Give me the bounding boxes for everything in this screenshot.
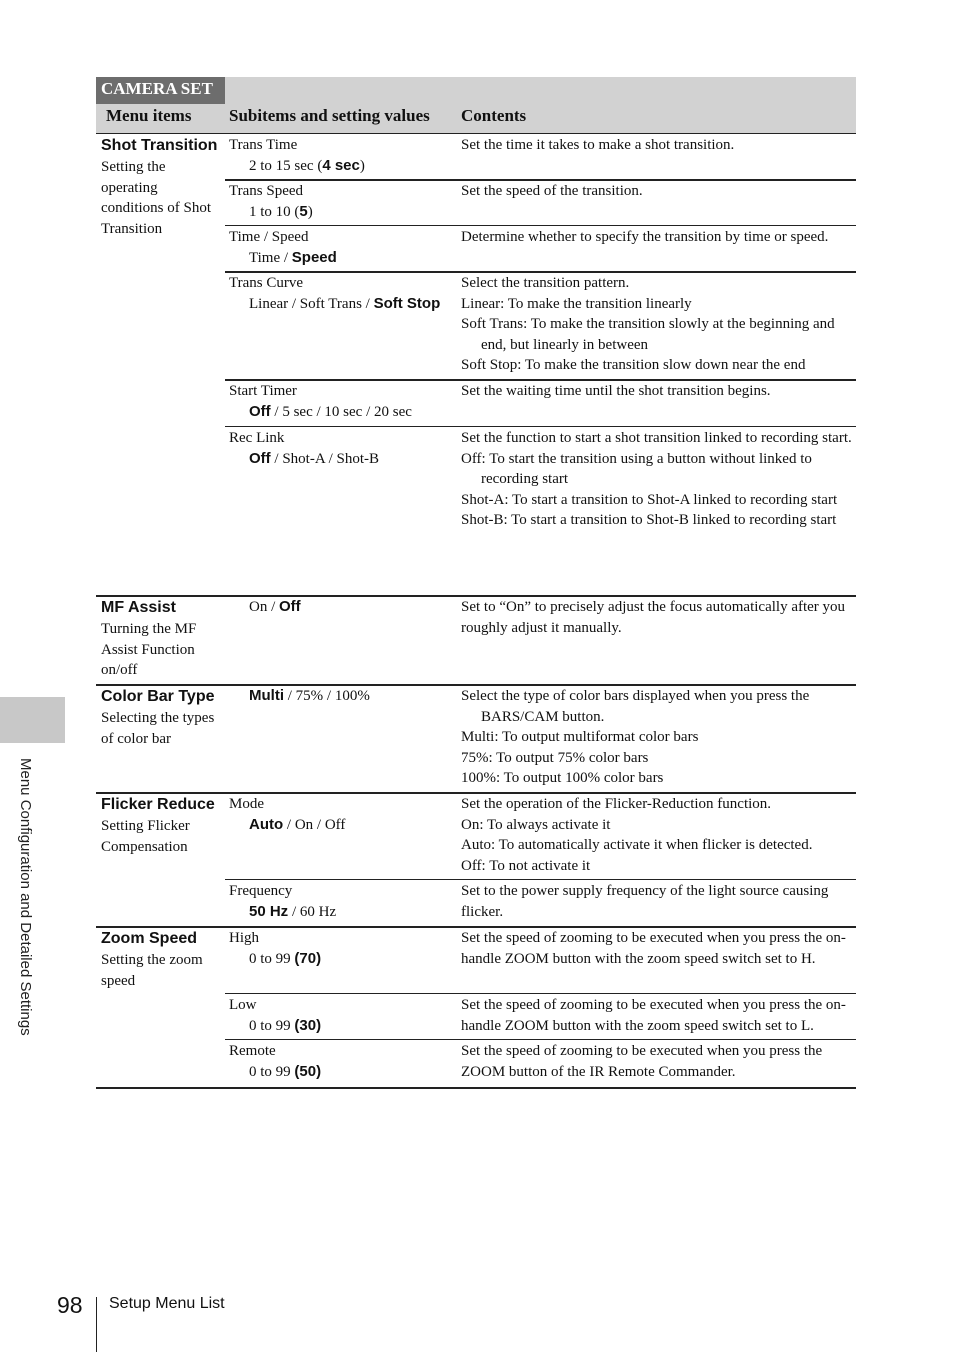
setting-value-text: Time / bbox=[249, 249, 292, 266]
row-divider bbox=[225, 879, 856, 880]
chapter-side-tab bbox=[0, 697, 65, 743]
menu-item-title: Flicker Reduce bbox=[101, 796, 215, 813]
contents-line: 75%: To output 75% color bars bbox=[461, 749, 649, 766]
setting-values bbox=[229, 402, 459, 423]
subitem-cell bbox=[229, 135, 459, 176]
setting-default-value: 50 Hz bbox=[249, 902, 289, 920]
subitem-name: Trans Speed bbox=[229, 183, 304, 199]
setting-values bbox=[229, 597, 459, 618]
subitem-cell bbox=[229, 928, 459, 969]
contents-line: Shot-A: To start a transition to Shot-A linked to recording start bbox=[461, 491, 838, 508]
contents-line: Set the speed of the transition. bbox=[461, 183, 643, 199]
setting-value-text: 0 to 99 bbox=[249, 1017, 295, 1034]
subitem-name: Trans Curve bbox=[229, 275, 304, 291]
contents-line: Shot-B: To start a transition to Shot-B linked to recording start bbox=[461, 512, 837, 529]
subitem-name: Trans Time bbox=[229, 137, 298, 153]
setting-value-text: / 75% / 100% bbox=[284, 688, 370, 704]
setting-default-value: Auto bbox=[249, 815, 284, 833]
column-header-menu-items: Menu items bbox=[106, 106, 192, 125]
menu-item-description: Setting the zoom speed bbox=[101, 952, 203, 989]
subitem-cell bbox=[229, 881, 459, 922]
contents-cell bbox=[461, 794, 856, 876]
setting-values bbox=[229, 1062, 459, 1083]
contents-cell bbox=[461, 273, 856, 376]
contents-cell bbox=[461, 881, 856, 922]
menu-item-title: MF Assist bbox=[101, 599, 176, 616]
setting-default-value: 5 bbox=[299, 202, 308, 220]
setting-value-text: / 5 sec / 10 sec / 20 sec bbox=[270, 403, 412, 420]
setting-values bbox=[229, 248, 459, 269]
subitem-cell bbox=[229, 794, 459, 835]
subitem-cell bbox=[229, 597, 459, 618]
contents-line: On: To always activate it bbox=[461, 816, 611, 833]
setting-value-text: Linear / Soft Trans / bbox=[249, 295, 374, 312]
setting-default-value: (30) bbox=[294, 1016, 322, 1034]
contents-line: Soft Stop: To make the transition slow down near the end bbox=[461, 357, 806, 374]
column-header-subitems: Subitems and setting values bbox=[229, 106, 430, 125]
setting-default-value: Multi bbox=[249, 687, 284, 704]
setting-value-text: On / bbox=[249, 599, 279, 615]
setting-value-text: 1 to 10 ( bbox=[249, 203, 300, 220]
contents-line: Auto: To automatically activate it when flicker is detected. bbox=[461, 837, 813, 854]
subitem-name: High bbox=[229, 930, 259, 946]
contents-line: Off: To start the transition using a button without linked to recording start bbox=[461, 450, 812, 488]
row-divider bbox=[225, 426, 856, 427]
contents-line: 100%: To output 100% color bars bbox=[461, 770, 664, 787]
contents-cell bbox=[461, 381, 856, 402]
setting-default-value: Off bbox=[249, 449, 271, 467]
setting-value-text: 2 to 15 sec ( bbox=[249, 157, 323, 174]
contents-line: Soft Trans: To make the transition slowly at the beginning and end, but linearly in between bbox=[461, 316, 835, 353]
setting-values bbox=[229, 902, 459, 923]
setting-values bbox=[229, 156, 459, 177]
menu-item-cell bbox=[101, 686, 223, 749]
subitem-cell bbox=[229, 428, 459, 469]
row-divider bbox=[225, 225, 856, 226]
contents-line: Set to “On” to precisely adjust the focus automatically after you roughly adjust it manually. bbox=[461, 599, 846, 636]
contents-line: Select the type of color bars displayed when you press the BARS/CAM button. bbox=[461, 688, 810, 725]
contents-cell bbox=[461, 1041, 856, 1082]
contents-cell bbox=[461, 181, 856, 202]
footer-title: Setup Menu List bbox=[109, 1295, 225, 1312]
setting-default-value: Speed bbox=[291, 248, 337, 266]
setting-values bbox=[229, 202, 459, 223]
setting-value-text: / On / Off bbox=[283, 816, 346, 833]
contents-line: Set the speed of zooming to be executed when you press the on-handle ZOOM button with the zoom speed switch set to H. bbox=[461, 930, 846, 967]
subitem-name: Frequency bbox=[229, 883, 293, 899]
subitem-name: Start Timer bbox=[229, 383, 297, 399]
subitem-cell bbox=[229, 181, 459, 222]
subitem-name: Time / Speed bbox=[229, 229, 309, 245]
column-header-contents: Contents bbox=[461, 106, 527, 125]
menu-item-description: Turning the MF Assist Function on/off bbox=[101, 621, 197, 679]
contents-line: Set the time it takes to make a shot transition. bbox=[461, 137, 735, 153]
setting-values bbox=[229, 949, 459, 970]
setting-value-text: ) bbox=[359, 157, 365, 174]
subitem-name: Mode bbox=[229, 796, 264, 812]
subitem-cell bbox=[229, 1041, 459, 1082]
setting-default-value: (50) bbox=[294, 1062, 322, 1080]
setting-default-value: Off bbox=[249, 402, 271, 420]
setting-values bbox=[229, 294, 459, 315]
menu-item-description: Selecting the types of color bar bbox=[101, 710, 215, 747]
menu-item-title: Color Bar Type bbox=[101, 688, 215, 705]
contents-cell bbox=[461, 428, 856, 531]
setting-default-value: 4 sec bbox=[322, 156, 360, 174]
setting-value-text: / Shot-A / Shot-B bbox=[270, 450, 380, 467]
setting-value-text: ) bbox=[307, 203, 313, 220]
contents-line: Multi: To output multiformat color bars bbox=[461, 729, 699, 746]
table-rule bbox=[96, 133, 856, 134]
contents-line: Set the speed of zooming to be executed when you press the on-handle ZOOM button with the zoom speed switch set to L. bbox=[461, 997, 846, 1034]
subitem-name: Remote bbox=[229, 1043, 276, 1059]
contents-line: Set the speed of zooming to be executed when you press the ZOOM button of the IR Remote Commander. bbox=[461, 1043, 823, 1080]
subitem-cell bbox=[229, 273, 459, 314]
chapter-side-label: Menu Configuration and Detailed Settings bbox=[17, 758, 34, 1036]
setting-values bbox=[229, 815, 459, 836]
setting-value-text: 0 to 99 bbox=[249, 950, 295, 967]
setting-values bbox=[229, 449, 459, 470]
menu-item-title: Shot Transition bbox=[101, 137, 218, 154]
menu-item-cell bbox=[101, 135, 223, 239]
subitem-cell bbox=[229, 227, 459, 268]
contents-line: Determine whether to specify the transition by time or speed. bbox=[461, 229, 829, 245]
subitem-cell bbox=[229, 995, 459, 1036]
contents-line: Set to the power supply frequency of the light source causing flicker. bbox=[461, 883, 829, 920]
contents-line: Set the function to start a shot transition linked to recording start. bbox=[461, 430, 852, 446]
footer-divider bbox=[96, 1297, 97, 1352]
menu-item-description: Setting the operating conditions of Shot Transition bbox=[101, 159, 212, 237]
contents-line: Off: To not activate it bbox=[461, 857, 591, 874]
menu-item-title: Zoom Speed bbox=[101, 930, 198, 947]
setting-value-text: 0 to 99 bbox=[249, 1063, 295, 1080]
menu-item-cell bbox=[101, 597, 223, 681]
row-divider bbox=[225, 993, 856, 994]
menu-item-cell bbox=[101, 928, 223, 991]
setting-default-value: (70) bbox=[294, 949, 322, 967]
subitem-cell bbox=[229, 381, 459, 422]
contents-cell bbox=[461, 686, 856, 789]
contents-line: Set the operation of the Flicker-Reduction function. bbox=[461, 796, 772, 812]
contents-line: Linear: To make the transition linearly bbox=[461, 295, 692, 312]
subitem-name: Low bbox=[229, 997, 257, 1013]
table-bottom-rule bbox=[96, 1087, 856, 1089]
menu-item-cell bbox=[101, 794, 223, 857]
subitem-cell bbox=[229, 686, 459, 707]
menu-item-description: Setting Flicker Compensation bbox=[101, 818, 190, 855]
contents-cell bbox=[461, 227, 856, 248]
row-divider bbox=[225, 1039, 856, 1040]
setting-default-value: Soft Stop bbox=[373, 294, 441, 312]
setting-value-text: / 60 Hz bbox=[288, 903, 337, 920]
contents-cell bbox=[461, 597, 856, 638]
setting-values bbox=[229, 686, 459, 707]
contents-cell bbox=[461, 995, 856, 1036]
contents-cell bbox=[461, 135, 856, 156]
contents-cell bbox=[461, 928, 856, 969]
section-tag: CAMERA SET bbox=[96, 77, 225, 104]
setting-default-value: Off bbox=[279, 598, 301, 615]
contents-line: Select the transition pattern. bbox=[461, 275, 630, 291]
setting-values bbox=[229, 1016, 459, 1037]
page-number: 98 bbox=[57, 1292, 83, 1318]
subitem-name: Rec Link bbox=[229, 430, 285, 446]
contents-line: Set the waiting time until the shot transition begins. bbox=[461, 383, 771, 399]
